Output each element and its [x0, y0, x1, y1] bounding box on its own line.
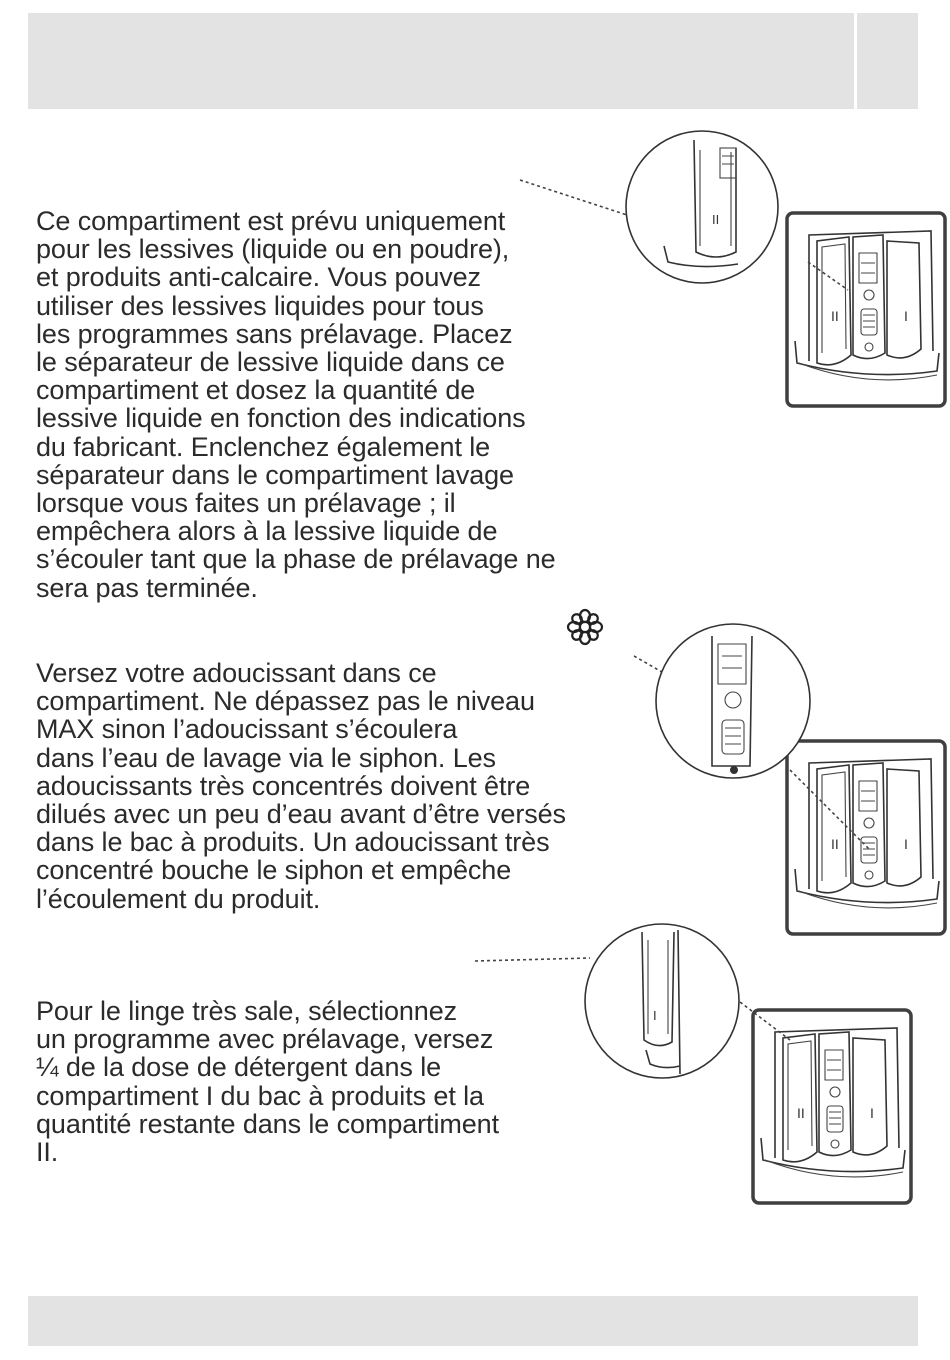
svg-text:I: I [653, 1008, 657, 1023]
svg-text:II: II [712, 212, 720, 227]
drawer-illustration [753, 1010, 911, 1203]
footer-band [28, 1296, 918, 1346]
detergent-compartment-text: Ce compartiment est prévu uniquement pour les lessives (liquide ou en poudre), et produits anti-calcaire. Vous pouvez utiliser des lessives liquides pour tous les programmes sans prélavage. Placez le séparateur de lessive liquide dans ce compartiment et dosez la quantité de lessive liquide en fonction des indications du fabricant. Enclenchez également le séparateur dans le compartiment lavage lorsque vous faites un prélavage ; il empêchera alors à la lessive liquide de s’écouler tant que la phase de prélavage ne sera pas terminée. [36, 206, 556, 603]
zoom-circle [656, 624, 810, 778]
zoom-circle [626, 131, 778, 283]
callout-line [475, 958, 590, 961]
prewash-instructions-text: Pour le linge très sale, sélectionnez un programme avec prélavage, versez ¼ de la dose de détergent dans le compartiment I du bac à produits et la quantité restante dans le compartiment II. [36, 996, 499, 1168]
callout-line [634, 656, 662, 672]
softener-compartment-text: Versez votre adoucissant dans ce compartiment. Ne dépassez pas le niveau MAX sinon l’adoucissant s’écoulera dans l’eau de lavage via le siphon. Les adoucissants très concentrés doivent être dilués avec un peu d’eau avant d’être versés dans le bac à produits. Un adoucissant très concentré bouche le siphon et empêche l’écoulement du produit. [36, 658, 566, 914]
illustrations-layer: II I II I [0, 0, 950, 1360]
drawer-illustration [787, 741, 945, 934]
flower-softener-icon [568, 610, 602, 644]
zoom-circle [585, 924, 739, 1078]
callout-line [520, 180, 627, 215]
drawer-illustration [787, 213, 945, 406]
